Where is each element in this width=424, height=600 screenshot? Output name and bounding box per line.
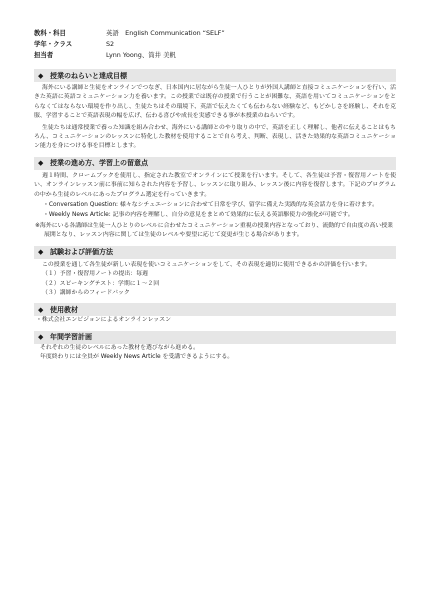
diamond-bullet-icon: ◆ xyxy=(38,305,44,314)
assessment-item: （１）予習・復習用ノートの提出：毎週 xyxy=(42,271,148,278)
method-paragraph: 週１時間、クロームブックを使用し、指定された教室でオンラインにて授業を行います。そして、各生徒は予習・復習用ノートを使い、オンラインレッスン前に事前に知らされた内容を予習し、レッスンに取り組み、レッスン後に内容を復習します。下記のプログラムの中から生徒のレベルにあったプログラム選定を行っていきます。 xyxy=(34,172,396,198)
plan-line-1: それぞれの生徒のレベルにあった教材を選びながら進める。 xyxy=(40,344,199,351)
section-title: 授業の進め方、学習上の留意点 xyxy=(50,159,148,168)
section-title: 使用教材 xyxy=(50,305,78,314)
method-note: ※海外にいる各講師は生徒一人ひとりのレベルに合わせたコミュニケーション重視の授業内容となっており、流動的で自由度の高い授業展開となり、レッスン内容に関しては生徒のレベルや要望に応じて変更が生じる場合があります。 xyxy=(35,222,394,239)
goals-paragraph-1: 海外にいる講師と生徒をオンラインでつなぎ、日本国内に居ながら生徒一人ひとりが外国人講師と直接コミュニケーションを行い、活きた英語に英語コミュニケーション力を養います。この授業では既存の授業で行うことが困難な、英語を用いてコミュニケーションをとらなくてはならない環境を作り出し、生徒たちはその環境下、英語で伝えたくても伝わらない経験など、もどかしさを経験し、それを克服、学習することで英語表現の幅を広げ、伝わる喜びや成長を実感できる事が本授業のねらいです。 xyxy=(34,85,396,120)
assessment-item: （２）スピーキングテスト：学期に１～２回 xyxy=(42,280,160,287)
section-heading-plan xyxy=(34,331,396,344)
meta-key: 教科・科目 xyxy=(34,29,66,37)
meta-value: Lynn Yoong、筒井 美帆 xyxy=(106,51,176,59)
section-title: 試験および評価方法 xyxy=(50,248,113,257)
diamond-bullet-icon: ◆ xyxy=(38,248,44,257)
plan-line-2: 年度終わりには全員が Weekly News Article を受講できるようにする。 xyxy=(40,354,234,361)
section-title: 年間学習計画 xyxy=(50,333,92,342)
meta-row-teacher xyxy=(34,50,396,61)
diamond-bullet-icon: ◆ xyxy=(38,333,44,342)
meta-value: S2 xyxy=(106,40,115,48)
goals-paragraph-2: 生徒たちは通常授業で養った知識を組み合わせ、海外にいる講師とのやり取りの中で、英語を正しく理解し、他者に伝えることはもちろん、コミュニケーションのレッスンに特化した教材を使用することで自ら考え、判断、表現し、活きた効果的な英語コミュニケーション能力を身につける事を目標とします。 xyxy=(34,124,396,150)
section-title: 授業のねらいと達成目標 xyxy=(50,71,127,80)
meta-key: 学年・クラス xyxy=(34,40,73,48)
diamond-bullet-icon: ◆ xyxy=(38,71,44,80)
course-info xyxy=(34,28,396,61)
meta-key: 担当者 xyxy=(34,51,54,59)
meta-value: 英語 English Communication “SELF” xyxy=(106,29,225,37)
program-item-conversation: ・Conversation Question: 様々なシチュエーションに合わせて日常を学び、留学に備えた実践的な英会話力を身に着けます。 xyxy=(43,202,378,209)
section-heading-materials xyxy=(34,303,396,316)
section-heading-assessment xyxy=(34,246,396,259)
meta-row-subject xyxy=(34,28,396,39)
section-heading-method xyxy=(34,157,396,170)
assessment-item: （３）講師からのフィードバック xyxy=(42,289,130,296)
program-item-news: ・Weekly News Article: 記事の内容を理解し、自分の意見をまとめて効果的に伝える英語駆使力の強化が可能です。 xyxy=(43,212,354,219)
materials-item: ・株式会社エンビジョンによるオンラインレッスン xyxy=(36,317,171,324)
assessment-intro: この授業を通して各生徒が新しい表現を使いコミュニケーションをして、その表現を適切に使用できるかの評価を行います。 xyxy=(42,261,371,268)
diamond-bullet-icon: ◆ xyxy=(38,159,44,168)
meta-row-grade xyxy=(34,39,396,50)
section-heading-goals xyxy=(34,69,396,82)
